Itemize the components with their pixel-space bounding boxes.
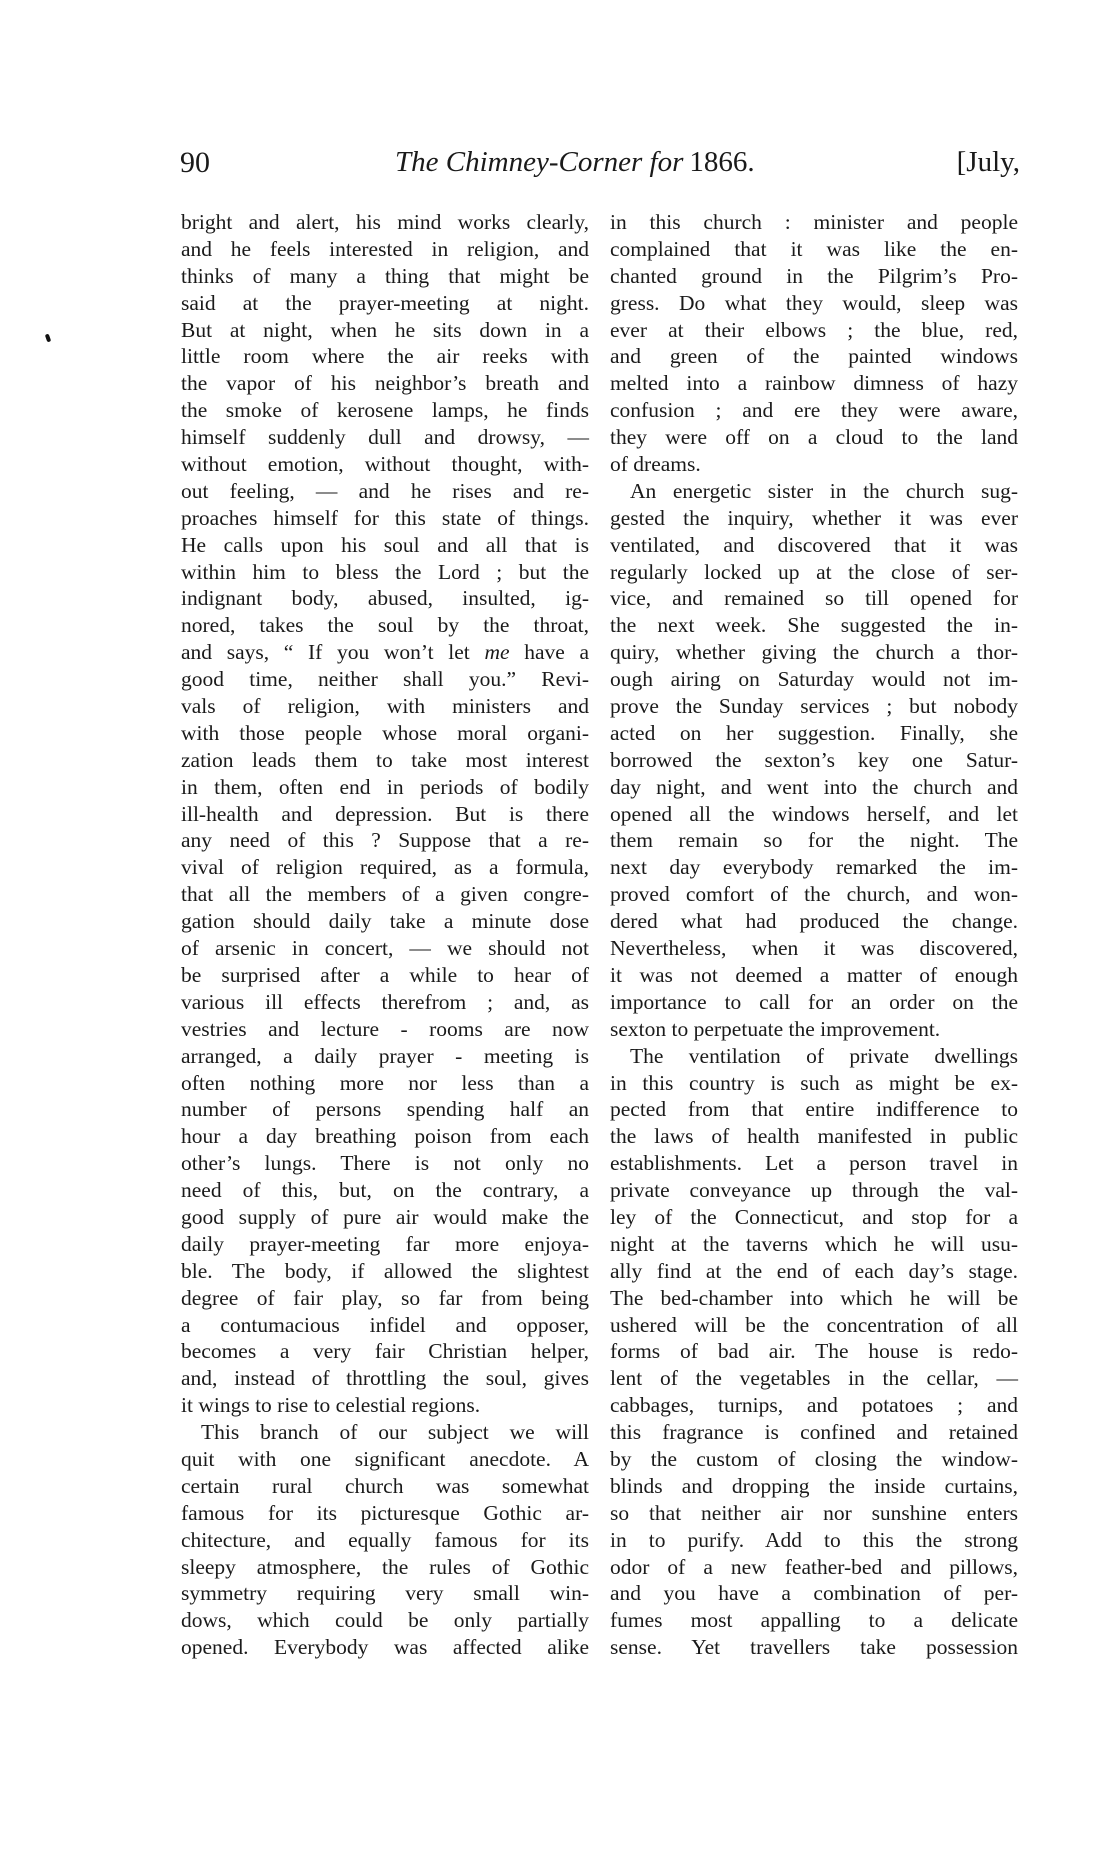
text-line: without emotion, without thought, with- [181, 452, 589, 477]
text-line: ushered will be the concentration of all [610, 1312, 1018, 1337]
text-line: private conveyance up through the val- [610, 1178, 1018, 1203]
text-line: prove the Sunday services ; but nobody [610, 694, 1018, 719]
text-line: confusion ; and ere they were aware, [610, 398, 1018, 423]
text-line: ley of the Connecticut, and stop for a [610, 1204, 1018, 1229]
text-line: it was not deemed a matter of enough [610, 962, 1018, 987]
text-line: sense. Yet travellers take possession [610, 1635, 1018, 1660]
italic-emphasis: me [484, 640, 510, 665]
scan-speck [45, 334, 51, 343]
text-line: said at the prayer-meeting at night. [181, 290, 589, 315]
text-line: in them, often end in periods of bodily [181, 774, 589, 799]
text-line: nored, takes the soul by the throat, [181, 613, 589, 638]
text-line: they were off on a cloud to the land [610, 425, 1018, 450]
text-line: complained that it was like the en- [610, 236, 1018, 261]
text-line: forms of bad air. The house is redo- [610, 1339, 1018, 1364]
text-line: so that neither air nor sunshine enters [610, 1500, 1018, 1525]
text-column-right [610, 209, 1018, 1661]
text-line: this fragrance is confined and retained [610, 1420, 1018, 1445]
text-line: borrowed the sexton’s key one Satur- [610, 747, 1018, 772]
text-line: certain rural church was somewhat [181, 1473, 589, 1498]
text-line: in this church : minister and people [610, 210, 1018, 234]
text-line: establishments. Let a person travel in [610, 1151, 1018, 1176]
text-line: The bed-chamber into which he will be [610, 1285, 1018, 1310]
text-line: good supply of pure air would make the [181, 1204, 589, 1229]
text-line: next day everybody remarked the im- [610, 855, 1018, 880]
text-line: the next week. She suggested the in- [610, 613, 1018, 638]
text-line: quit with one significant anecdote. A [181, 1446, 589, 1471]
text-line: them remain so for the night. The [610, 828, 1018, 853]
text-line: need of this, but, on the contrary, a [181, 1178, 589, 1203]
text-line: cabbages, turnips, and potatoes ; and [610, 1393, 1018, 1418]
text-line: daily prayer-meeting far more enjoya- [181, 1231, 589, 1256]
text-line: But at night, when he sits down in a [181, 317, 589, 342]
text-line: vice, and remained so till opened for [610, 586, 1018, 611]
text-line: little room where the air reeks with [181, 344, 589, 369]
page-number: 90 [180, 146, 210, 179]
text-line: gested the inquiry, whether it was ever [610, 505, 1018, 530]
text-line: gation should daily take a minute dose [181, 909, 589, 934]
text-line: gress. Do what they would, sleep was [610, 290, 1018, 315]
text-line: chitecture, and equally famous for its [181, 1527, 589, 1552]
text-line: regularly locked up at the close of ser- [610, 559, 1018, 584]
text-line: indignant body, abused, insulted, ig- [181, 586, 589, 611]
text-line: melted into a rainbow dimness of hazy [610, 371, 1018, 396]
running-title-year: 1866. [689, 146, 755, 178]
paragraph-start-line: An energetic sister in the church sug- [630, 478, 1018, 503]
running-title [395, 146, 755, 179]
text-line: in this country is such as might be ex- [610, 1070, 1018, 1095]
text-segment: and says, “ If you won’t let [181, 640, 485, 665]
running-title-text: The Chimney-Corner for [395, 146, 684, 178]
text-line: becomes a very fair Christian helper, [181, 1339, 589, 1364]
text-line: ventilated, and discovered that it was [610, 532, 1018, 557]
text-line: the vapor of his neighbor’s breath and [181, 371, 589, 396]
text-line: in to purify. Add to this the strong [610, 1527, 1018, 1552]
text-line: fumes most appalling to a delicate [610, 1608, 1018, 1633]
running-head-month: [July, [956, 146, 1020, 178]
text-line: with those people whose moral organi- [181, 720, 589, 745]
text-line [181, 639, 589, 666]
paragraph-start-line: This branch of our subject we will [201, 1420, 589, 1445]
text-line: importance to call for an order on the [610, 989, 1018, 1014]
text-line: the smoke of kerosene lamps, he finds [181, 398, 589, 423]
text-line: other’s lungs. There is not only no [181, 1151, 589, 1176]
running-head [180, 146, 1020, 186]
text-line: thinks of many a thing that might be [181, 263, 589, 288]
text-line: opened. Everybody was affected alike [181, 1635, 589, 1660]
text-line: bright and alert, his mind works clearly, [181, 210, 589, 234]
text-line: and he feels interested in religion, and [181, 236, 589, 261]
text-line: ough airing on Saturday would not im- [610, 667, 1018, 692]
text-line: number of persons spending half an [181, 1097, 589, 1122]
text-line: the laws of health manifested in public [610, 1124, 1018, 1149]
text-line: quiry, whether giving the church a thor- [610, 640, 1018, 665]
text-line: chanted ground in the Pilgrim’s Pro- [610, 263, 1018, 288]
text-line: pected from that entire indifference to [610, 1097, 1018, 1122]
text-line: it wings to rise to celestial regions. [181, 1393, 481, 1418]
text-line: Nevertheless, when it was discovered, [610, 936, 1018, 961]
text-line: sexton to perpetuate the improvement. [610, 1016, 941, 1041]
text-line: any need of this ? Suppose that a re- [181, 828, 589, 853]
text-line: himself suddenly dull and drowsy, — [181, 425, 589, 450]
text-line: arranged, a daily prayer - meeting is [181, 1043, 589, 1068]
text-line: opened all the windows herself, and let [610, 801, 1018, 826]
text-line: a contumacious infidel and opposer, [181, 1312, 589, 1337]
text-line: be surprised after a while to hear of [181, 962, 589, 987]
text-line: by the custom of closing the window- [610, 1446, 1018, 1471]
text-line: that all the members of a given congre- [181, 882, 589, 907]
text-line: vestries and lecture - rooms are now [181, 1016, 589, 1041]
text-line: day night, and went into the church and [610, 774, 1018, 799]
text-line: various ill effects therefrom ; and, as [181, 989, 589, 1014]
text-line: He calls upon his soul and all that is [181, 532, 589, 557]
text-line: and green of the painted windows [610, 344, 1018, 369]
text-line: proved comfort of the church, and won- [610, 882, 1018, 907]
text-segment: have a [509, 640, 589, 665]
text-line: out feeling, — and he rises and re- [181, 478, 589, 503]
text-line: often nothing more nor less than a [181, 1070, 589, 1095]
text-line: good time, neither shall you.” Revi- [181, 667, 589, 692]
text-column-left [181, 209, 589, 1661]
text-line: hour a day breathing poison from each [181, 1124, 589, 1149]
text-line: and, instead of throttling the soul, gives [181, 1366, 589, 1391]
text-line: degree of fair play, so far from being [181, 1285, 589, 1310]
text-line: night at the taverns which he will usu- [610, 1231, 1018, 1256]
text-line: lent of the vegetables in the cellar, — [610, 1366, 1018, 1391]
text-line: dows, which could be only partially [181, 1608, 589, 1633]
text-line: famous for its picturesque Gothic ar- [181, 1500, 589, 1525]
text-line: sleepy atmosphere, the rules of Gothic [181, 1554, 589, 1579]
text-line: acted on her suggestion. Finally, she [610, 720, 1018, 745]
text-line: blinds and dropping the inside curtains, [610, 1473, 1018, 1498]
text-line: of dreams. [610, 452, 701, 477]
text-line: ble. The body, if allowed the slightest [181, 1258, 589, 1283]
text-line: ill-health and depression. But is there [181, 801, 589, 826]
text-line: proaches himself for this state of things. [181, 505, 589, 530]
text-line: dered what had produced the change. [610, 909, 1018, 934]
text-line: symmetry requiring very small win- [181, 1581, 589, 1606]
text-line: vals of religion, with ministers and [181, 694, 589, 719]
paragraph-start-line: The ventilation of private dwellings [630, 1043, 1018, 1068]
text-line: ally find at the end of each day’s stage. [610, 1258, 1018, 1283]
text-line: of arsenic in concert, — we should not [181, 936, 589, 961]
text-line: ever at their elbows ; the blue, red, [610, 317, 1018, 342]
text-line: and you have a combination of per- [610, 1581, 1018, 1606]
text-line: within him to bless the Lord ; but the [181, 559, 589, 584]
text-line: zation leads them to take most interest [181, 747, 589, 772]
text-line: vival of religion required, as a formula, [181, 855, 589, 880]
text-line: odor of a new feather-bed and pillows, [610, 1554, 1018, 1579]
